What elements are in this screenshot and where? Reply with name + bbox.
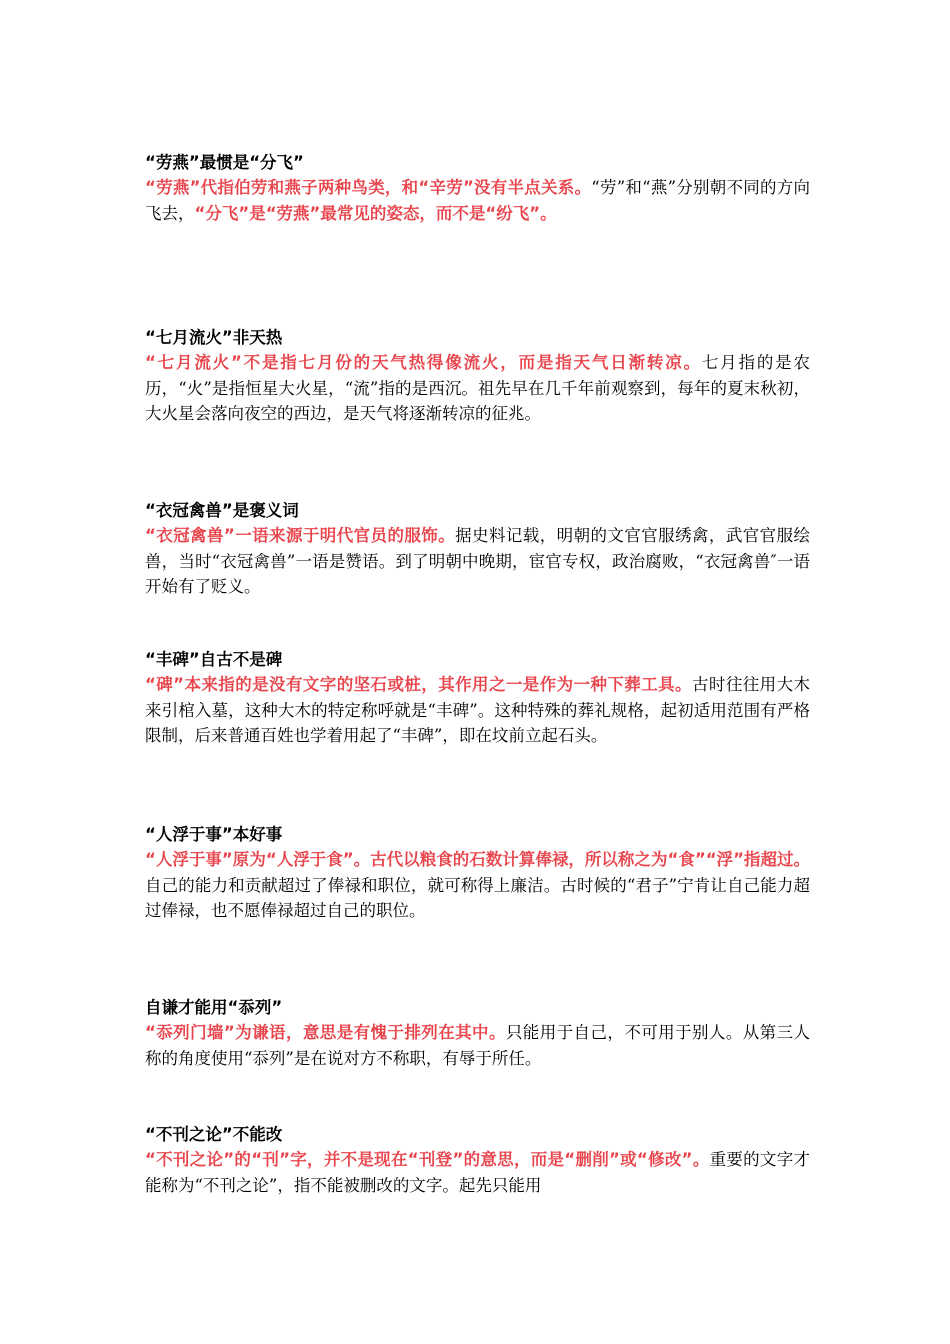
section-paragraph (145, 847, 810, 924)
section-heading: “劳燕”最惯是“分飞” (145, 153, 304, 172)
section-paragraph (145, 523, 810, 600)
highlighted-text: “衣冠禽兽”一语来源于明代官员的服饰。 (145, 526, 456, 545)
section-paragraph (145, 175, 810, 226)
article-section (145, 648, 810, 749)
highlighted-text: “劳燕”代指伯劳和燕子两种鸟类，和“辛劳”没有半点关系。 (145, 178, 592, 197)
article-section (145, 151, 810, 226)
article-section (145, 1123, 810, 1198)
article-section (145, 823, 810, 924)
highlighted-text: “忝列门墙”为谦语，意思是有愧于排列在其中。 (145, 1023, 506, 1042)
body-text: 据史料记载，明朝的文官官服绣禽，武官官服绘兽，当时“衣冠禽兽”一语是赞语。到了明朝中晚期，宦官专权，政治腐败，“衣冠禽兽″一语开始有了贬义。 (145, 526, 810, 596)
section-heading: “七月流火”非天热 (145, 328, 283, 347)
body-text: “劳”和“燕”分别朝不同的方向飞去， (145, 178, 810, 223)
article-section (145, 499, 810, 600)
section-paragraph (145, 1147, 810, 1198)
section-paragraph (145, 672, 810, 749)
body-text: 重要的文字才能称为“不刊之论”，指不能被删改的文字。起先只能用 (145, 1150, 810, 1195)
highlighted-text: “碑”本来指的是没有文字的坚石或桩，其作用之一是作为一种下葬工具。 (145, 675, 692, 694)
section-paragraph (145, 1020, 810, 1071)
section-heading: “丰碑”自古不是碑 (145, 650, 283, 669)
body-text: 只能用于自己，不可用于别人。从第三人称的角度使用“忝列”是在说对方不称职，有辱于所任。 (145, 1023, 810, 1068)
body-text: 古时往往用大木来引棺入墓，这种大木的特定称呼就是“丰碑”。这种特殊的葬礼规格，起初适用范围有严格限制，后来普通百姓也学着用起了“丰碑”，即在坟前立起石头。 (145, 675, 810, 745)
section-heading: “不刊之论”不能改 (145, 1125, 283, 1144)
highlighted-text: “人浮于事”原为“人浮于食”。古代以粮食的石数计算俸禄，所以称之为“食”“浮”指超过。 (145, 850, 810, 869)
body-text: 七月指的是农历，“火”是指恒星大火星，“流”指的是西沉。祖先早在几千年前观察到，每年的夏末秋初，大火星会落向夜空的西边，是天气将逐渐转凉的征兆。 (145, 353, 810, 423)
section-heading: 自谦才能用“忝列” (145, 998, 283, 1017)
highlighted-text: “分飞”是“劳燕”最常见的姿态，而不是“纷飞”。 (194, 203, 557, 223)
body-text: 自己的能力和贡献超过了俸禄和职位，就可称得上廉洁。古时候的“君子”宁肯让自己能力超过俸禄，也不愿俸禄超过自己的职位。 (145, 875, 810, 920)
highlighted-text: “不刊之论”的“刊”字，并不是现在“刊登”的意思，而是“删削”或“修改”。 (145, 1150, 710, 1169)
section-heading: “衣冠禽兽”是褒义词 (145, 501, 299, 520)
highlighted-text: “七月流火”不是指七月份的天气热得像流火，而是指天气日渐转凉。 (145, 353, 702, 372)
section-paragraph (145, 350, 810, 427)
section-heading: “人浮于事”本好事 (145, 825, 283, 844)
article-section (145, 326, 810, 427)
article-section (145, 996, 810, 1071)
